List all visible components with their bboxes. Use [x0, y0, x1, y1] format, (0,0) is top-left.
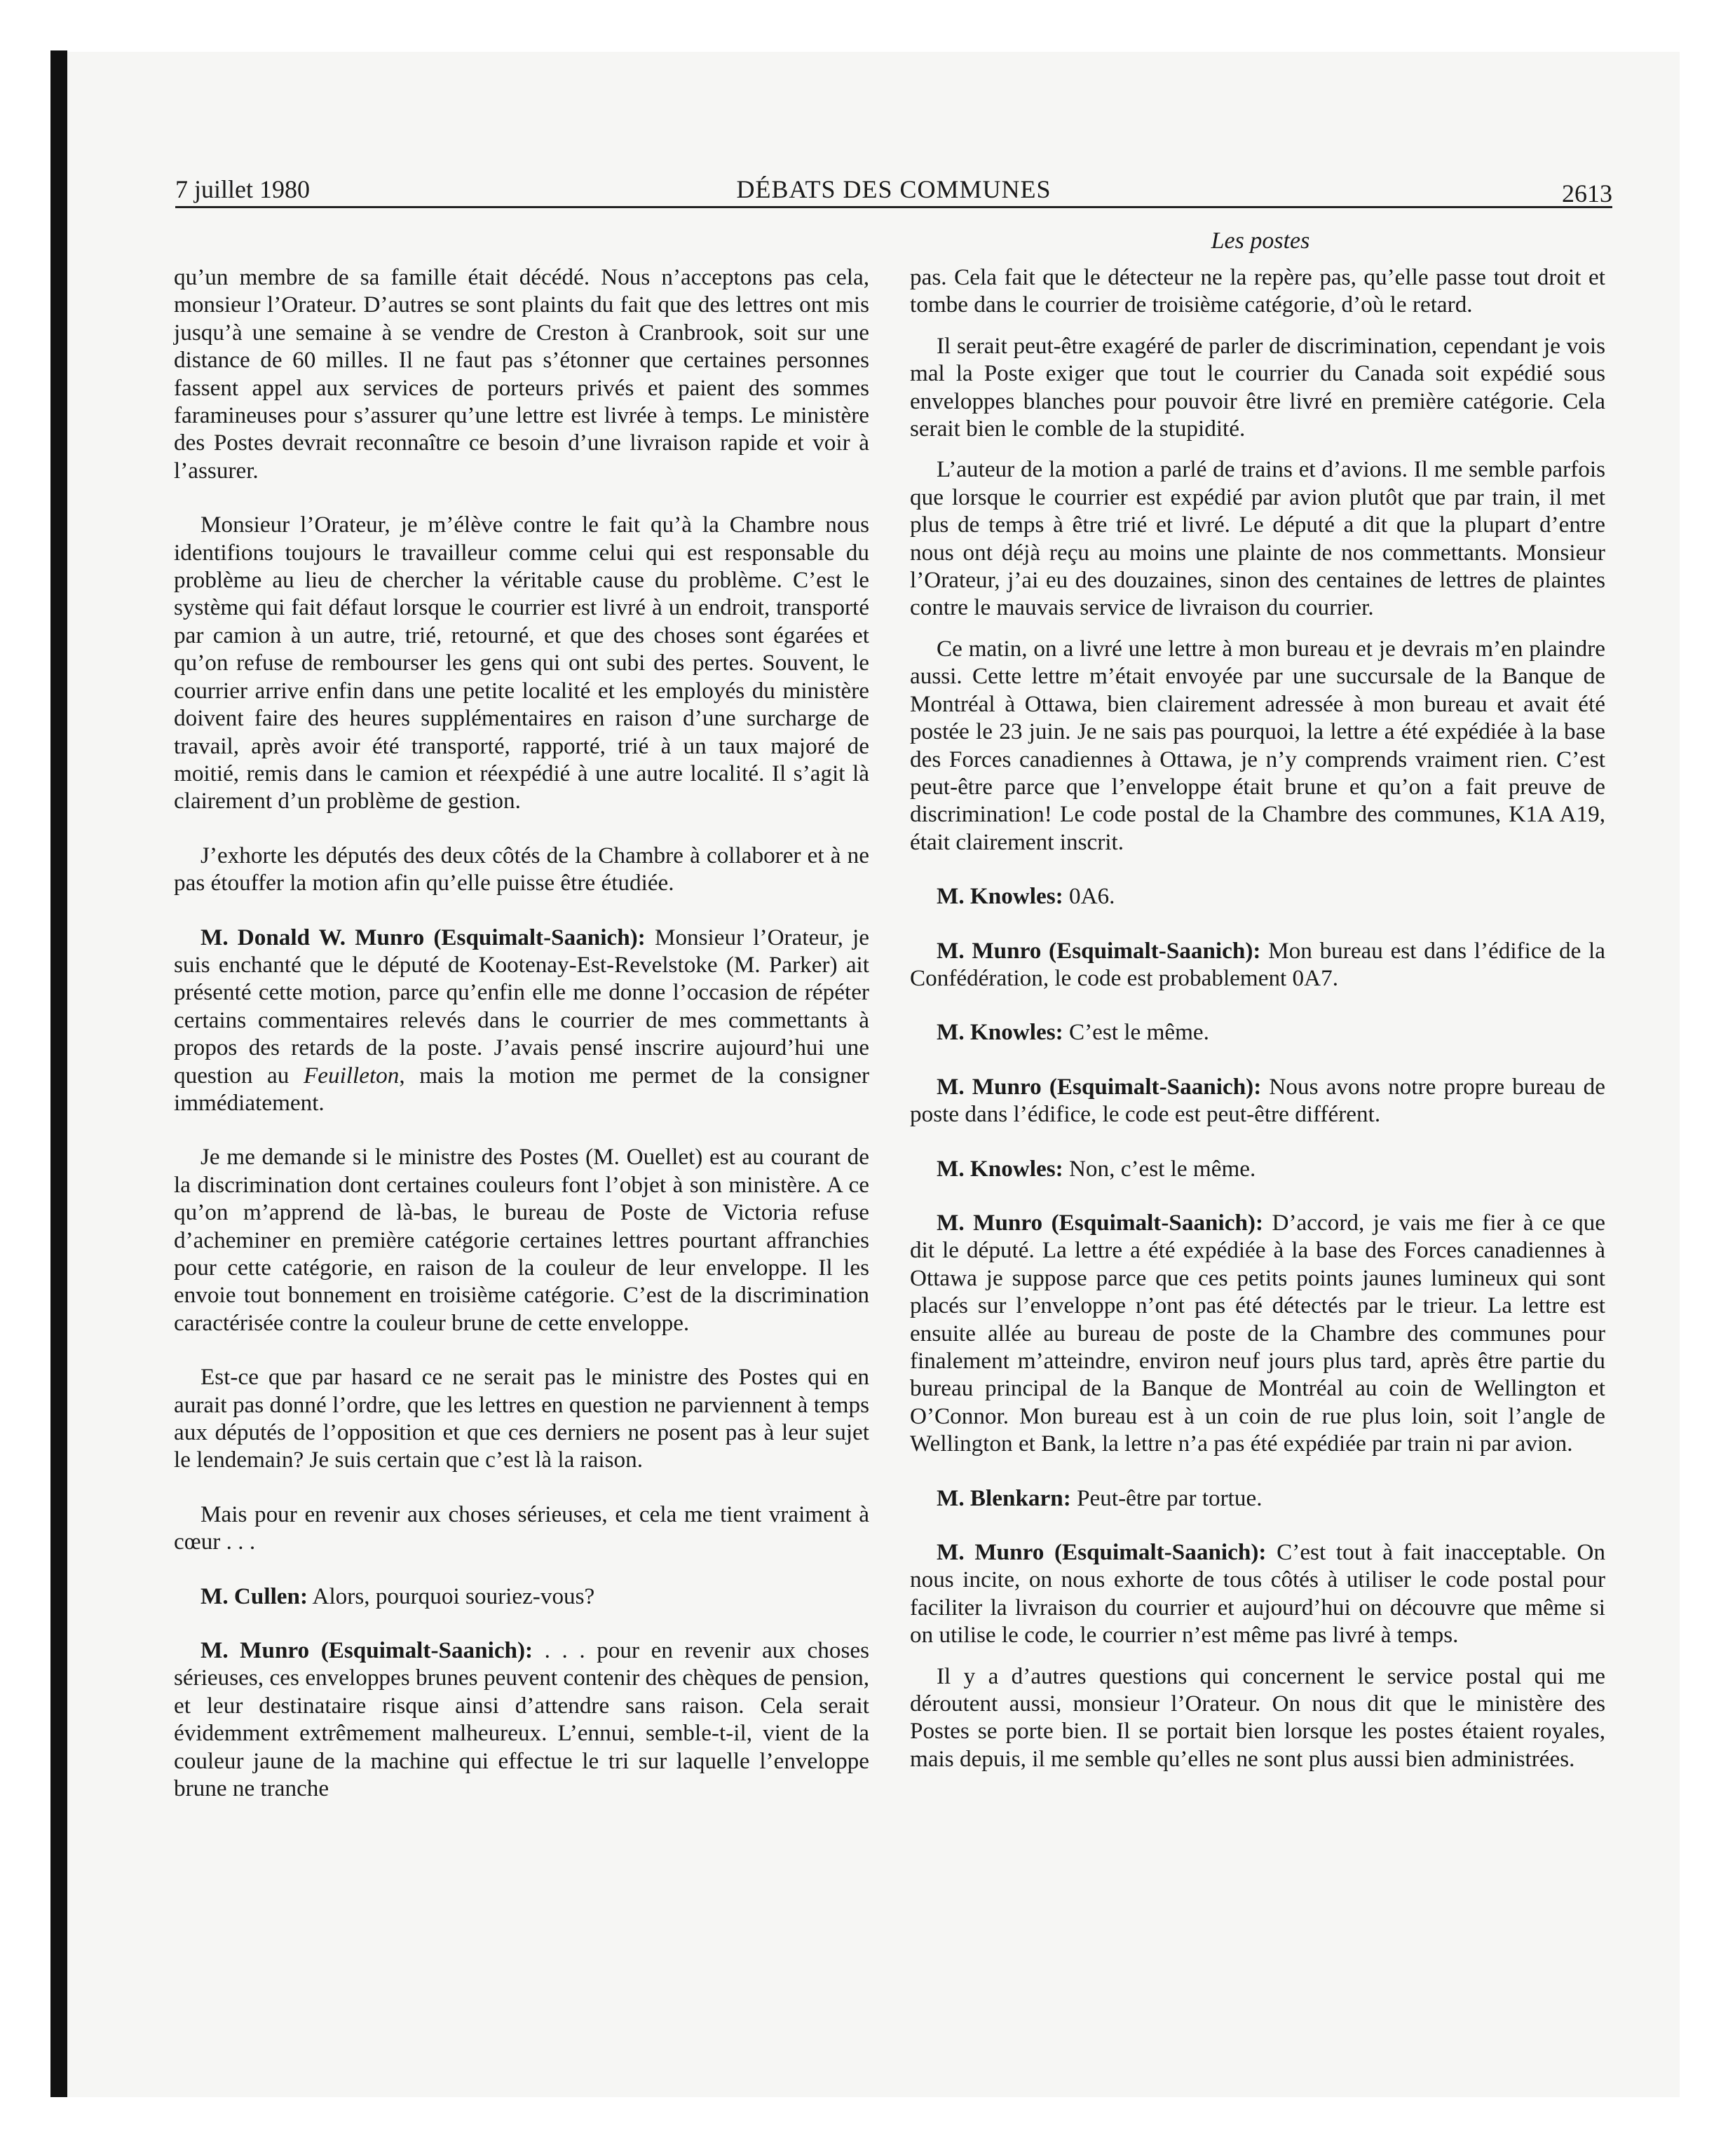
speech-text: Alors, pourquoi souriez-vous? — [308, 1583, 595, 1609]
speech-paragraph — [910, 1018, 1605, 1046]
speech-text: C’est le même. — [1063, 1019, 1209, 1046]
paragraph: Mais pour en revenir aux choses sérieuses, et cela me tient vraiment à cœur . . . — [174, 1501, 869, 1555]
speech-text: . . . pour en revenir aux choses sérieuses, ces enveloppes brunes peuvent contenir des chèques de pension, et leur destinataire risque ainsi d’attendre sans raison. Cela serait évidemment extrêmement malheureux. L’ennui, semble-t-il, vient de la couleur jaune de la machine qui effectue le tri sur laquelle l’enveloppe brune ne tranche — [174, 1637, 870, 1802]
speaker-name: M. Knowles: — [937, 1155, 1063, 1182]
left-column — [174, 264, 869, 1803]
speaker-name: M. Munro (Esquimalt-Saanich): — [937, 937, 1261, 964]
paragraph: J’exhorte les députés des deux côtés de la Chambre à collaborer et à ne pas étouffer la motion afin qu’elle puisse être étudiée. — [174, 842, 869, 896]
speech-paragraph — [910, 882, 1605, 910]
speech-paragraph — [174, 1583, 869, 1610]
speaker-name: M. Munro (Esquimalt-Saanich): — [937, 1073, 1262, 1100]
speech-paragraph — [910, 1209, 1605, 1458]
page-header — [175, 172, 1612, 208]
scan-edge — [50, 50, 67, 2097]
speech-text: C’est tout à fait inacceptable. On nous incite, on nous exhorte de tous côtés à utiliser le code postal pour faciliter la livraison du courrier et aujourd’hui on découvre que même si on utilise le code, le courrier n’est même pas livré à temps. — [910, 1539, 1605, 1649]
speaker-name: M. Munro (Esquimalt-Saanich): — [200, 1637, 533, 1664]
header-date: 7 juillet 1980 — [175, 175, 310, 203]
speech-text: 0A6. — [1063, 883, 1115, 910]
italic-text: Feuilleton — [303, 1062, 400, 1089]
speech-text: Peut-être par tortue. — [1070, 1485, 1263, 1511]
speaker-name: M. Knowles: — [937, 883, 1063, 910]
paragraph: qu’un membre de sa famille était décédé. Nous n’acceptons pas cela, monsieur l’Orateur. D’autres se sont plaints du fait que des lettres ont mis jusqu’à une semaine à se vendre de Creston à Cranbrook, soit sur une distance de 60 milles. Il ne faut pas s’étonner que certaines personnes fassent appel aux services de porteurs privés et paient des sommes faramineuses pour s’assurer qu’une lettre est livrée à temps. Le ministère des Postes devrait reconnaître ce besoin d’une livraison rapide et voir à l’assurer. — [174, 264, 869, 484]
speech-text: Mon bureau est dans l’édifice de la Confédération, le code est probablement 0A7. — [910, 937, 1606, 991]
paragraph: L’auteur de la motion a parlé de trains et d’avions. Il me semble parfois que lorsque le courrier est expédié par avion plutôt que par train, il met plus de temps à être trié et livré. Le député a dit que la plupart d’entre nous ont déjà reçu au moins une plainte de nos commettants. Monsieur l’Orateur, j’ai eu des douzaines, sinon des centaines de lettres de plaintes contre le mauvais service de livraison du courrier. — [910, 456, 1605, 621]
speech-paragraph — [910, 937, 1605, 992]
page-number: 2613 — [1562, 179, 1612, 207]
speaker-name: M. Blenkarn: — [937, 1485, 1071, 1511]
header-title: DÉBATS DES COMMUNES — [736, 175, 1052, 203]
paragraph: Il y a d’autres questions qui concernent le service postal qui me déroutent aussi, monsieur l’Orateur. On nous dit que le ministère des Postes se porte bien. Il se portait bien lorsque les postes étaient royales, mais depuis, il me semble qu’elles ne sont plus aussi bien administrées. — [910, 1663, 1605, 1772]
paragraph: Je me demande si le ministre des Postes (M. Ouellet) est au courant de la discrimination dont certaines couleurs font l’objet à son ministère. A ce qu’on m’apprend de là-bas, le bureau de Poste de Victoria refuse d’acheminer en première catégorie certaines lettres pourtant affranchies pour cette catégorie, en raison de la couleur de leur enveloppe. Il les envoie tout bonnement en troisième catégorie. C’est de la discrimination caractérisée contre la couleur brune de cette enveloppe. — [174, 1144, 869, 1336]
speaker-name: M. Knowles: — [937, 1019, 1063, 1046]
right-column — [910, 264, 1605, 1773]
speaker-name: M. Donald W. Munro (Esquimalt-Saanich): — [200, 924, 646, 950]
speech-paragraph — [910, 1073, 1605, 1128]
paragraph: pas. Cela fait que le détecteur ne la repère pas, qu’elle passe tout droit et tombe dans le courrier de troisième catégorie, d’où le retard. — [910, 264, 1605, 318]
speech-text: Non, c’est le même. — [1063, 1155, 1256, 1182]
section-title: Les postes — [1211, 228, 1310, 254]
speaker-name: M. Cullen: — [200, 1583, 308, 1609]
speech-paragraph — [174, 1637, 869, 1802]
speech-paragraph — [910, 1155, 1605, 1182]
paragraph: Monsieur l’Orateur, je m’élève contre le fait qu’à la Chambre nous identifions toujours le travailleur comme celui qui est responsable du problème au lieu de chercher la véritable cause du problème. C’est le système qui fait défaut lorsque le courrier est livré à un endroit, transporté par camion à un autre, trié, retourné, et que des choses sont égarées et qu’on refuse de rembourser les gens qui ont subi des pertes. Souvent, le courrier arrive enfin dans une petite localité et les employés du ministère doivent faire des heures supplémentaires en raison d’une surcharge de travail, après avoir été transporté, rapporté, trié à un taux majoré de moitié, remis dans le camion et réexpédié à une autre localité. Il s’agit là clairement d’un problème de gestion. — [174, 512, 869, 814]
paragraph: Il serait peut-être exagéré de parler de discrimination, cependant je vois mal la Poste exiger que tout le courrier du Canada soit expédié sous enveloppes blanches pour pouvoir être livré en première catégorie. Cela serait bien le comble de la stupidité. — [910, 332, 1605, 442]
speech-text: D’accord, je vais me fier à ce que dit le député. La lettre a été expédiée à la base des Forces canadiennes à Ottawa je suppose parce que ces petits points jaunes lumineux qui sont placés sur l’enveloppe n’ont pas été détectés par le trieur. La lettre est ensuite allée au bureau de poste de la Chambre des communes pour finalement m’atteindre, environ neuf jours plus tard, après être partie du bureau principal de la Banque de Montréal au coin de Wellington et O’Connor. Mon bureau est à un coin de rue plus loin, soit l’angle de Wellington et Bank, la lettre n’a pas été expédiée par train ni par avion. — [910, 1209, 1605, 1457]
speech-text: , mais la motion me permet de la consigner immédiatement. — [174, 1062, 869, 1116]
speech-text: Nous avons notre propre bureau de poste dans l’édifice, le code est peut-être différent. — [910, 1073, 1606, 1128]
speech-text: Monsieur l’Orateur, je suis enchanté que le député de Kootenay-Est-Revelstoke (M. Parker) ait présenté cette motion, parce qu’enfin elle me donne l’occasion de répéter certains commentaires relevés dans le courrier de mes commettants à propos des retards de la poste. J’avais pensé inscrire aujourd’hui une question au — [174, 924, 870, 1089]
speech-paragraph — [910, 1485, 1605, 1512]
speaker-name: M. Munro (Esquimalt-Saanich): — [937, 1539, 1267, 1566]
paragraph: Ce matin, on a livré une lettre à mon bureau et je devrais m’en plaindre aussi. Cette lettre m’était envoyée par une succursale de la Banque de Montréal à Ottawa, bien clairement adressée à mon bureau et avait été postée le 23 juin. Je ne sais pas pourquoi, la lettre a été expédiée à la base des Forces canadiennes à Ottawa, je n’y comprends vraiment rien. C’est peut-être parce que l’enveloppe était brune et qu’on a fait preuve de discrimination! Le code postal de la Chambre des communes, K1A A19, était clairement inscrit. — [910, 635, 1605, 855]
paragraph: Est-ce que par hasard ce ne serait pas le ministre des Postes qui en aurait pas donné l’ordre, que les lettres en question ne parviennent à temps aux députés de l’opposition et que ces derniers ne posent pas à leur sujet le lendemain? Je suis certain que c’est là la raison. — [174, 1364, 869, 1473]
speaker-name: M. Munro (Esquimalt-Saanich): — [937, 1209, 1264, 1236]
speech-paragraph — [910, 1538, 1605, 1649]
speech-paragraph — [174, 924, 869, 1117]
